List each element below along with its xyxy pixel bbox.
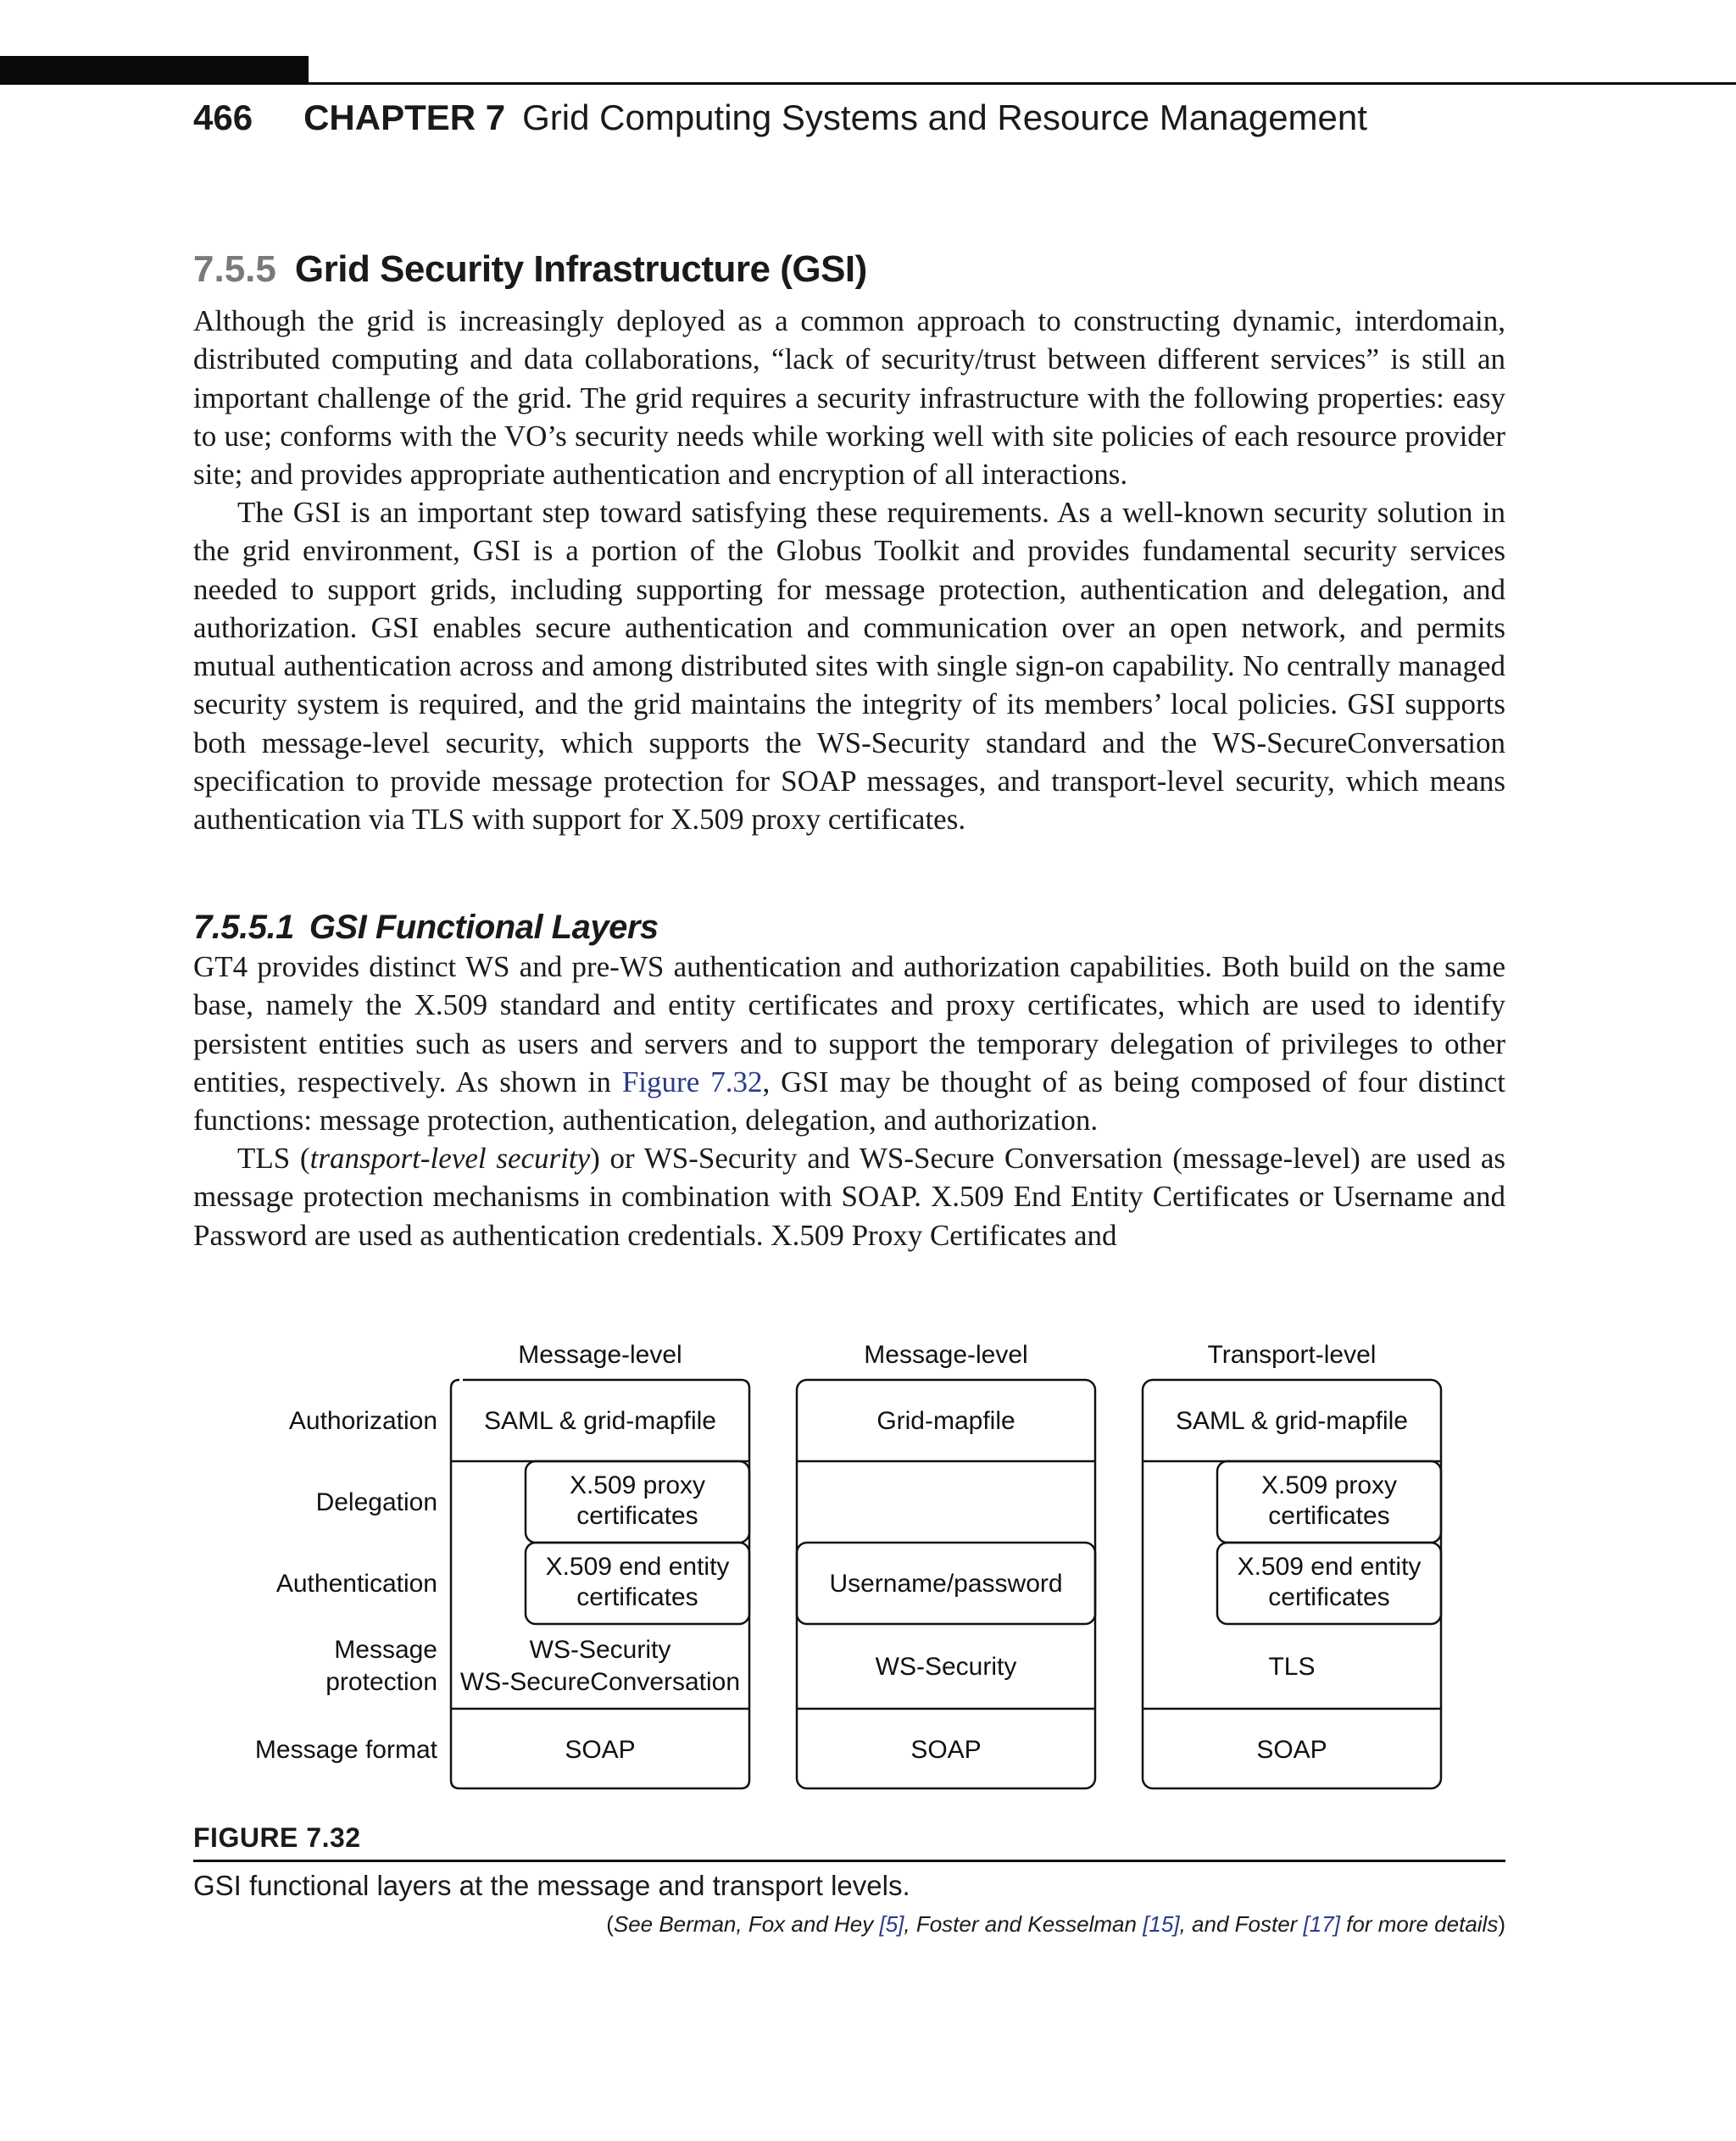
col3-delegation-line2: certificates [1268, 1502, 1390, 1530]
col2-stack-outline [797, 1380, 1095, 1788]
figure-link[interactable]: Figure 7.32 [621, 1065, 763, 1098]
col1-authentication-line2: certificates [576, 1583, 698, 1611]
col1-protection-line2: WS-SecureConversation [459, 1668, 741, 1696]
col2-protection: WS-Security [875, 1653, 1017, 1681]
chapter-label: CHAPTER 7 [303, 97, 506, 137]
source-ref-5[interactable]: [5] [879, 1911, 904, 1937]
row-label-message-protection-line2: protection [326, 1668, 437, 1696]
col1-protection-line1: WS-Security [529, 1636, 671, 1664]
paragraph-3-text-b: , GSI may be thought of as being composed of four distinct functions: message protection, authentication, delegation, and authorization. [193, 1065, 1505, 1137]
section-number: 7.5.5 [193, 248, 276, 290]
col3-delegation-box [1217, 1461, 1441, 1543]
col3-stack-outline [1143, 1380, 1441, 1788]
col3-header: Transport-level [1207, 1341, 1377, 1369]
chapter-title: Grid Computing Systems and Resource Management [522, 97, 1367, 137]
row-label-message-format: Message format [254, 1736, 437, 1764]
source-ref-17[interactable]: [17] [1303, 1911, 1340, 1937]
source-open-paren: ( [606, 1911, 614, 1937]
paragraph-2: The GSI is an important step toward satisfying these requirements. As a well-known security solution in the grid environment, GSI is a portion of the Globus Toolkit and provides fundamental security services needed to support grids, including supporting for message protection, authentication and delegation, and authorization. GSI enables secure authentication and communication over an open network, and permits mutual authentication across and among distributed sites with single sign-on capability. No centrally managed security system is required, and the grid maintains the integrity of its members’ local policies. GSI supports both message-level security, which supports the WS-Security standard and the WS-SecureConversation specification to provide message protection for SOAP messages, and transport-level security, which means authentication via TLS with support for X.509 proxy certificates. [193, 496, 1505, 837]
col1-authorization: SAML & grid-mapfile [484, 1407, 716, 1435]
figure-caption-rule [193, 1860, 1505, 1862]
source-text-4: for more details [1339, 1911, 1499, 1937]
page-number: 466 [193, 97, 253, 137]
col3-delegation-line1: X.509 proxy [1260, 1471, 1398, 1499]
source-text-2: , Foster and Kesselman [904, 1911, 1143, 1937]
paragraph-4 [193, 1139, 1505, 1254]
subsection-number: 7.5.5.1 [193, 909, 294, 946]
paragraph-1: Although the grid is increasingly deployed as a common approach to constructing dynamic, interdomain, distributed computing and data collaborations, “lack of security/trust between different services” is still an important challenge of the grid. The grid requires a security infrastructure with the following properties: easy to use; conforms with the VO’s security needs while working well with site policies of each resource provider site; and provides appropriate authentication and encryption of all interactions. [193, 304, 1505, 492]
header-bar [0, 56, 309, 85]
col1-delegation-box [526, 1461, 749, 1543]
col2-authentication-box [797, 1543, 1095, 1624]
figure-caption: GSI functional layers at the message and transport levels. [193, 1870, 910, 1901]
paragraph-4-text-b: ) or WS-Security and WS-Secure Conversation (message-level) are used as message protection mechanisms in combination with SOAP. X.509 End Entity Certificates or Username and Password are used as authentication credentials. X.509 Proxy Certificates and [193, 1142, 1505, 1252]
row-label-message-protection-line1: Message [334, 1636, 437, 1664]
col2-header: Message-level [864, 1341, 1028, 1369]
section-heading [193, 244, 867, 295]
paragraph-3-text-a: GT4 provides distinct WS and pre-WS authentication and authorization capabilities. Both build on the same base, namely the X.509 standard and entity certificates and proxy certificates, which are used to identify persistent entities such as users and servers and to support the temporary delegation of privileges to other entities, respectively. As shown in [193, 950, 1505, 1098]
col1-format: SOAP [565, 1736, 636, 1764]
col1-authentication-box [526, 1543, 749, 1624]
subsection-title: GSI Functional Layers [309, 909, 659, 946]
col3-format: SOAP [1256, 1736, 1327, 1764]
section-title: Grid Security Infrastructure (GSI) [294, 248, 867, 290]
figure-source-note [606, 1907, 1505, 1941]
source-close-paren: ) [1498, 1911, 1505, 1937]
paragraph-4-emphasis: transport-level security [309, 1142, 591, 1175]
row-label-authorization: Authorization [288, 1407, 437, 1435]
row-label-delegation: Delegation [315, 1488, 437, 1516]
paragraph-4-text-a: TLS ( [237, 1142, 310, 1175]
source-text-1: See Berman, Fox and Hey [613, 1911, 880, 1937]
col1-authentication-line1: X.509 end entity [545, 1553, 730, 1581]
row-label-authentication: Authentication [275, 1570, 437, 1598]
col3-authentication-line2: certificates [1268, 1583, 1390, 1611]
col1-stack-outline [451, 1380, 749, 1788]
col2-authentication: Username/password [829, 1570, 1063, 1598]
col3-authentication-box [1217, 1543, 1441, 1624]
col3-authentication-line1: X.509 end entity [1237, 1553, 1422, 1581]
paragraph-3 [193, 948, 1505, 1139]
running-head [193, 93, 1367, 142]
col2-authorization: Grid-mapfile [876, 1407, 1015, 1435]
figure-label: FIGURE 7.32 [193, 1822, 361, 1853]
header-rule [309, 82, 1736, 85]
col3-protection: TLS [1268, 1653, 1316, 1681]
source-ref-15[interactable]: [15] [1143, 1911, 1180, 1937]
col3-authorization: SAML & grid-mapfile [1176, 1407, 1408, 1435]
col1-delegation-line2: certificates [576, 1502, 698, 1530]
col1-delegation-line1: X.509 proxy [569, 1471, 706, 1499]
source-text-3: , and Foster [1179, 1911, 1304, 1937]
col2-format: SOAP [910, 1736, 982, 1764]
col1-header: Message-level [518, 1341, 682, 1369]
subsection-heading [193, 904, 659, 951]
